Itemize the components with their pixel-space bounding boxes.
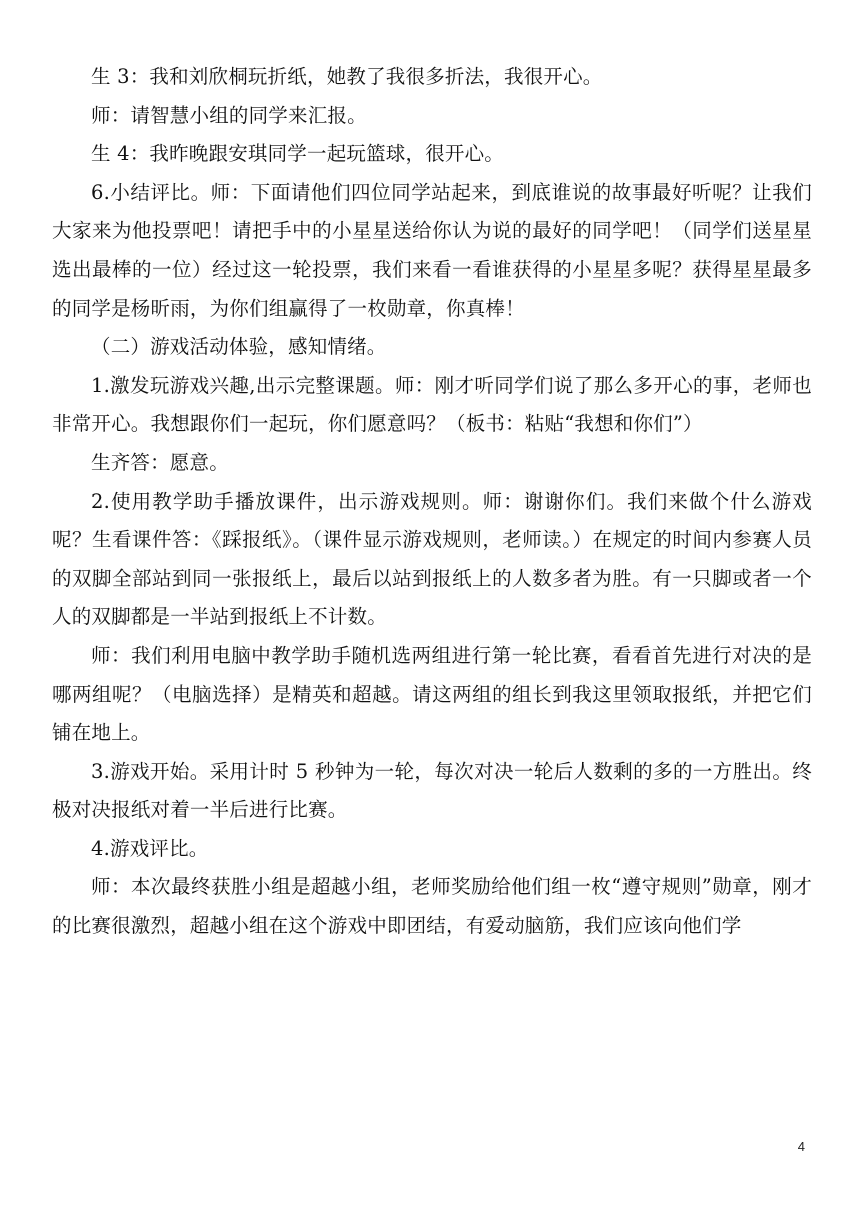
paragraph-student-4: 生 4：我昨晚跟安琪同学一起玩篮球，很开心。 [91,142,505,166]
paragraph-student-3: 生 3：我和刘欣桐玩折纸，她教了我很多折法，我很开心。 [91,65,603,88]
paragraph-teacher-award: 师：本次最终获胜小组是超越小组，老师奖励给他们组一枚“遵守规则”勋章，刚才的比赛很激烈，超越小组在这个游戏中即团结，有爱动脑筋，我们应该向他们学 [52,875,812,938]
paragraph-students-answer: 生齐答：愿意。 [91,450,229,474]
paragraph-step-1: 1.激发玩游戏兴趣,出示完整课题。师：刚才听同学们说了那么多开心的事，老师也非常开心。我想跟你们一起玩，你们愿意吗？（板书：粘贴“我想和你们”） [52,373,812,436]
paragraph-teacher-wisdom-group: 师：请智慧小组的同学来汇报。 [91,103,367,127]
page-number: 4 [797,1139,805,1154]
paragraph-step-4: 4.游戏评比。 [91,836,209,860]
document-body [52,58,812,946]
paragraph-step-3: 3.游戏开始。采用计时 5 秒钟为一轮，每次对决一轮后人数剩的多的一方胜出。终极对决报纸对着一半后进行比赛。 [52,759,812,822]
paragraph-teacher-random-select: 师：我们利用电脑中教学助手随机选两组进行第一轮比赛，看看首先进行对决的是哪两组呢？（电脑选择）是精英和超越。请这两组的组长到我这里领取报纸，并把它们铺在地上。 [52,643,812,745]
paragraph-summary-vote: 6.小结评比。师：下面请他们四位同学站起来，到底谁说的故事最好听呢？让我们大家来为他投票吧！请把手中的小星星送给你认为说的最好的同学吧！（同学们送星星选出最棒的一位）经过这一轮投票，我们来看一看谁获得的小星星多呢？获得星星最多的同学是杨昕雨，为你们组赢得了一枚勋章，你真棒！ [52,180,812,320]
section-heading-game: （二）游戏活动体验，感知情绪。 [91,335,387,359]
paragraph-step-2: 2.使用教学助手播放课件，出示游戏规则。师：谢谢你们。我们来做个什么游戏呢？生看课件答：《踩报纸》。（课件显示游戏规则，老师读。）在规定的时间内参赛人员的双脚全部站到同一张报纸上，最后以站到报纸上的人数多者为胜。有一只脚或者一个人的双脚都是一半站到报纸上不计数。 [52,489,812,629]
